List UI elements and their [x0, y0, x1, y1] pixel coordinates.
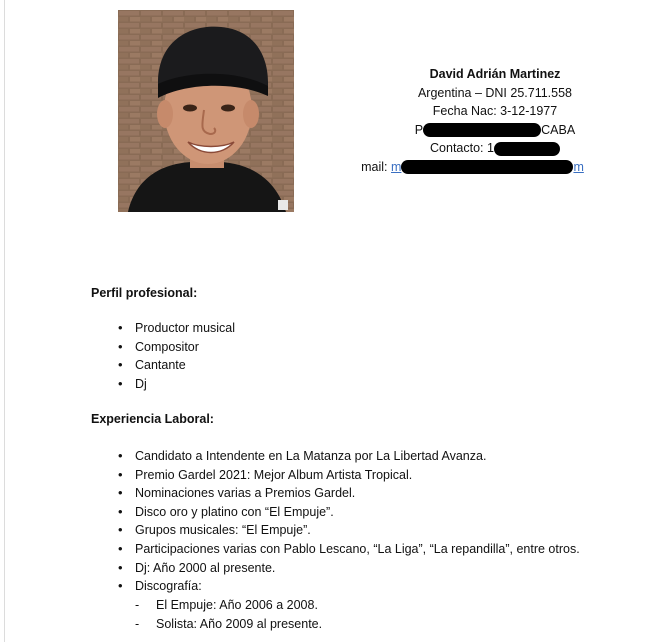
- discografia-item: - El Empuje: Año 2006 a 2008.: [135, 596, 322, 615]
- list-item: • Participaciones varias con Pablo Lescano, “La Liga”, “La repandilla”, entre otros.: [118, 540, 580, 559]
- list-item: • Disco oro y platino con “El Empuje”.: [118, 503, 580, 522]
- contact-line: [345, 139, 645, 158]
- page-edge: [4, 0, 5, 642]
- address-prefix: P: [414, 122, 424, 137]
- birth-date: Fecha Nac: 3-12-1977: [432, 104, 558, 118]
- experiencia-list: [118, 447, 580, 596]
- contact-label: Contacto: 1: [430, 141, 494, 155]
- redaction-bar: [494, 142, 560, 156]
- redaction-bar: [401, 160, 573, 174]
- dash-marker: -: [135, 598, 140, 612]
- list-item: • Dj: Año 2000 al presente.: [118, 559, 580, 578]
- mail-link-start[interactable]: m: [391, 159, 402, 174]
- list-item: • Grupos musicales: “El Empuje”.: [118, 521, 580, 540]
- mail-label: mail:: [361, 159, 388, 174]
- redaction-bar: [423, 123, 541, 137]
- discografia-list: [135, 596, 322, 633]
- nationality-dni: Argentina – DNI 25.711.558: [417, 85, 573, 100]
- list-item: • Nominaciones varias a Premios Gardel.: [118, 484, 580, 503]
- list-item: • Compositor: [118, 338, 235, 357]
- list-item: • Cantante: [118, 356, 235, 375]
- personal-header: [345, 65, 645, 176]
- address-line: [345, 121, 645, 140]
- discografia-item: - Solista: Año 2009 al presente.: [135, 615, 322, 634]
- perfil-title: Perfil profesional:: [91, 286, 198, 300]
- experiencia-title: Experiencia Laboral:: [91, 412, 214, 426]
- list-item: • Candidato a Intendente en La Matanza por La Libertad Avanza.: [118, 447, 580, 466]
- list-item: • Productor musical: [118, 319, 235, 338]
- person-name: David Adrián Martinez: [429, 67, 561, 81]
- mail-line: [300, 158, 645, 177]
- profile-photo: [118, 10, 294, 212]
- perfil-list: [118, 319, 235, 393]
- list-item: • Dj: [118, 375, 235, 394]
- dash-marker: -: [135, 616, 140, 631]
- address-suffix: CABA: [541, 122, 576, 137]
- list-item: • Premio Gardel 2021: Mejor Album Artista Tropical.: [118, 466, 580, 485]
- profile-photo-image: [118, 10, 294, 212]
- list-item: • Discografía:: [118, 577, 580, 596]
- mail-link-end[interactable]: m: [573, 159, 584, 174]
